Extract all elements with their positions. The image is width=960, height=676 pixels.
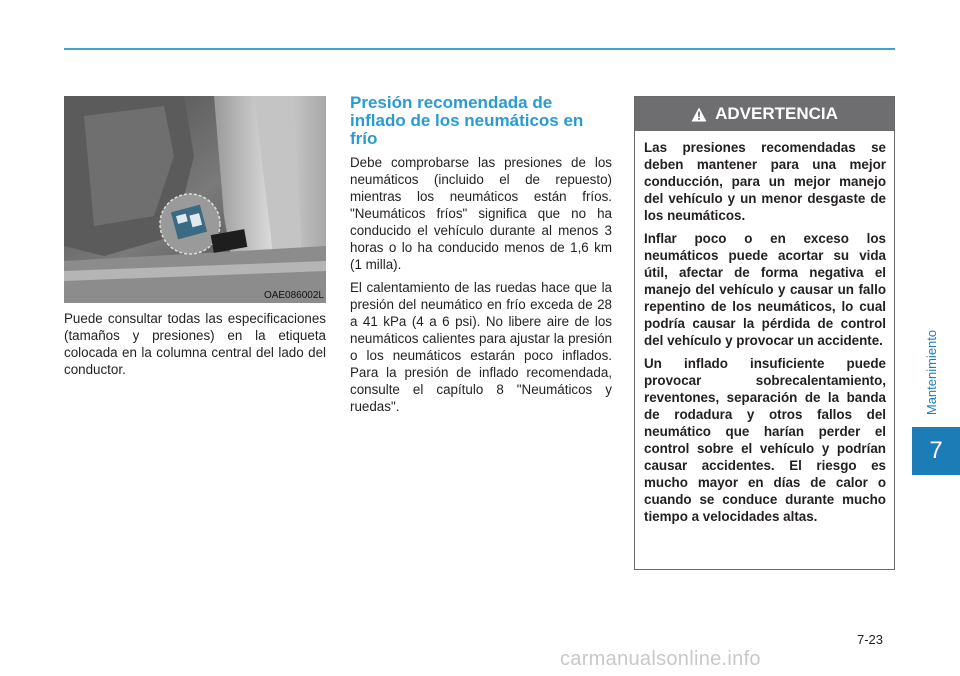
body-paragraph: Debe comprobarse las presiones de los neumáticos (incluido el de repuesto) mientras los neumáticos están fríos. "Neumáticos fríos" significa que no ha conducido el vehículo durante al menos 3 horas o lo ha conducido menos de 1,6 km (1 milla).	[350, 155, 612, 272]
body-paragraph: El calentamiento de las ruedas hace que la presión del neumático en frío exceda de 28 a 41 kPa (4 a 6 psi). No libere aire de los neumáticos calientes para ajustar la presión o los neumáticos estarán poco inflados. Para la presión de inflado recomendada, consulte el capítulo 8 "Neumáticos y ruedas".	[350, 280, 612, 414]
warning-box	[634, 96, 895, 570]
warning-paragraph: Inflar poco o en exceso los neumáticos puede acortar su vida útil, afectar de forma negativa el manejo del vehículo y causar un fallo repentino de los neumáticos, lo cual podría causar la pérdida de control del vehículo y provocar un accidente.	[644, 231, 886, 348]
warning-paragraph: Las presiones recomendadas se deben mantener para una mejor conducción, para un mejor manejo del vehículo y un menor desgaste de los neumáticos.	[644, 140, 886, 223]
page-number: 7-23	[857, 632, 884, 647]
watermark: carmanualsonline.info	[560, 648, 761, 670]
chapter-title: Mantenimiento	[924, 329, 940, 416]
label-location-text: Puede consultar todas las especificaciones (tamaños y presiones) en la etiqueta colocada en la columna central del lado del conductor.	[64, 311, 326, 377]
chapter-number-tab	[912, 427, 960, 475]
warning-title: ADVERTENCIA	[715, 104, 838, 123]
door-pillar-illustration	[64, 96, 326, 303]
warning-triangle-icon	[691, 107, 707, 122]
chapter-side-label	[921, 325, 943, 420]
top-rule	[64, 48, 895, 50]
section-heading: Presión recomendada de inflado de los neumáticos en frío	[350, 93, 584, 148]
photo-caption: OAE086002L	[263, 290, 324, 301]
door-pillar-photo	[64, 96, 326, 303]
warning-header	[635, 97, 894, 131]
warning-paragraph: Un inflado insuficiente puede provocar sobrecalentamiento, reventones, separación de la banda de rodadura y otros fallos del neumático que harían perder el control sobre el vehículo y podrían causar accidentes. El riesgo es mucho mayor en días de calor o cuando se conduce durante mucho tiempo a velocidades altas.	[644, 356, 886, 524]
section-body	[350, 154, 612, 421]
warning-body	[635, 131, 894, 525]
chapter-number: 7	[929, 437, 943, 464]
